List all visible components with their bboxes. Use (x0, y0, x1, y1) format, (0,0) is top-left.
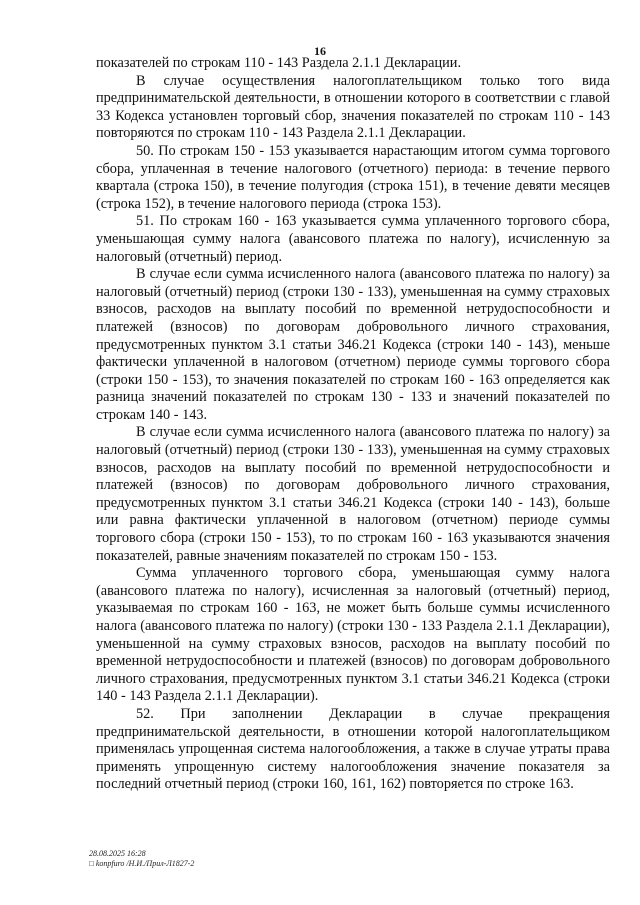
document-body (96, 55, 610, 794)
footer-timestamp: 28.08.2025 16:28 (89, 849, 146, 858)
paragraph-item-52: 52. При заполнении Декларации в случае прекращения предпринимательской деятельности, в отношении которой налогоплательщиком применялась упрощенная система налогообложения, а также в случае утраты права применять упрощенную систему налогообложения значение показателя за последний отчетный период (строки 160, 161, 162) повторяется по строке 163. (96, 705, 610, 793)
footer-file-path: □ konpfuro /Н.И./Прил-Л1827-2 (89, 859, 195, 868)
document-footer (89, 849, 194, 869)
paragraph-continuation: показателей по строкам 110 - 143 Раздела 2.1.1 Декларации. (96, 55, 462, 71)
paragraph: Сумма уплаченного торгового сбора, уменьшающая сумму налога (авансового платежа по налогу), исчисленная за налоговый (отчетный) период, указываемая по строкам 160 - 163, не может быть больше суммы исчисленного налога (авансового платежа по налогу) (строки 130 - 133 Раздела 2.1.1 Декларации), уменьшенной на сумму страховых взносов, расходов на выплату пособий по временной нетрудоспособности и платежей (взносов) по договорам добровольного личного страхования, предусмотренных пунктом 3.1 статьи 346.21 Кодекса (строки 140 - 143 Раздела 2.1.1 Декларации). (96, 565, 610, 705)
paragraph-item-51: 51. По строкам 160 - 163 указывается сумма уплаченного торгового сбора, уменьшающая сумму налога (авансового платежа по налогу), исчисленную за налоговый (отчетный) период. (96, 213, 610, 265)
paragraph: В случае если сумма исчисленного налога (авансового платежа по налогу) за налоговый (отчетный) период (строки 130 - 133), уменьшенная на сумму страховых взносов, расходов на выплату пособий по временной нетрудоспособности и платежей (взносов) по договорам добровольного личного страхования, предусмотренных пунктом 3.1 статьи 346.21 Кодекса (строки 140 - 143), больше или равна фактически уплаченной в налоговом (отчетном) периоде суммы торгового сбора (строки 150 - 153), то по строкам 160 - 163 указываются значения показателей, равные значениям показателей по строкам 150 - 153. (96, 424, 610, 564)
paragraph: В случае осуществления налогоплательщиком только того вида предпринимательской деятельности, в отношении которого в соответствии с главой 33 Кодекса установлен торговый сбор, значения показателей по строкам 110 - 143 повторяются по строкам 110 - 143 Раздела 2.1.1 Декларации. (96, 72, 610, 142)
paragraph: В случае если сумма исчисленного налога (авансового платежа по налогу) за налоговый (отчетный) период (строки 130 - 133), уменьшенная на сумму страховых взносов, расходов на выплату пособий по временной нетрудоспособности и платежей (взносов) по договорам добровольного личного страхования, предусмотренных пунктом 3.1 статьи 346.21 Кодекса (строки 140 - 143), меньше фактически уплаченной в налоговом (отчетном) периоде суммы торгового сбора (строки 150 - 153), то значения показателей по строкам 160 - 163 определяется как разница значений показателей по строкам 130 - 133 и значений показателей по строкам 140 - 143. (96, 266, 610, 423)
page-number: 16 (314, 44, 326, 58)
paragraph-item-50: 50. По строкам 150 - 153 указывается нарастающим итогом сумма торгового сбора, уплаченная в течение налогового (отчетного) периода: в течение первого квартала (строка 150), в течение полугодия (строка 151), в течение девяти месяцев (строка 152), в течение налогового периода (строка 153). (96, 142, 610, 212)
